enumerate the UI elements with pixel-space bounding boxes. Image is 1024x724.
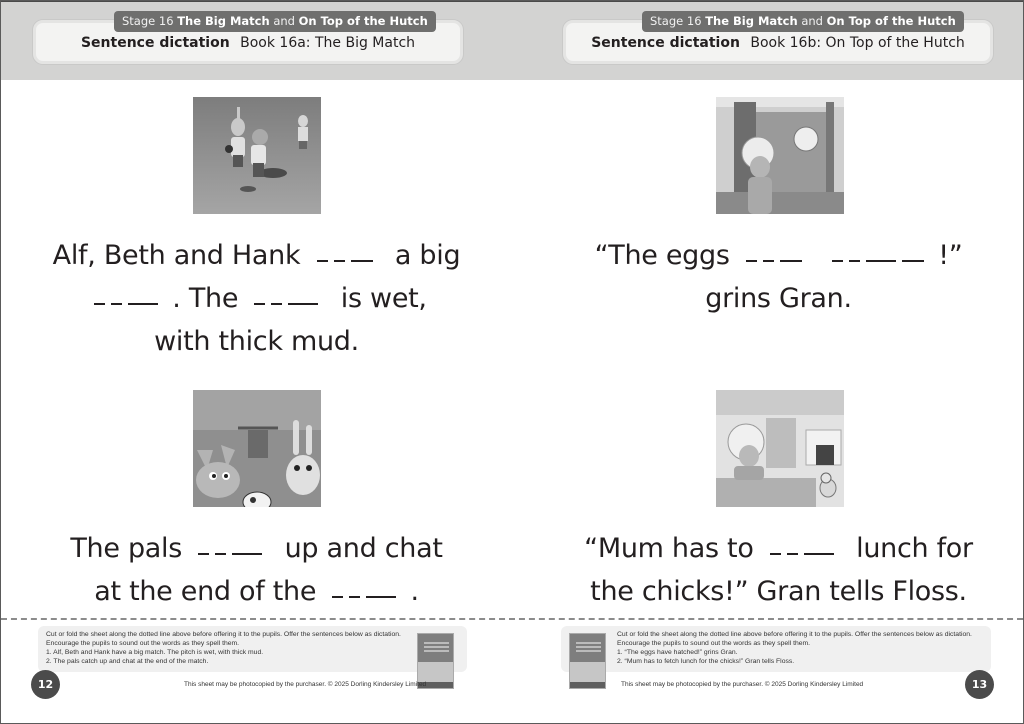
book-a-title: The Big Match [705,14,798,28]
copyright-notice: This sheet may be photocopied by the purchaser. © 2025 Dorling Kindersley Limited [621,681,864,688]
sentence-text: . [410,576,419,607]
book-b-title: On Top of the Hutch [298,14,428,28]
sentence-text: “The eggs [594,240,730,271]
sentence-text: grins Gran. [705,283,852,314]
sentence-text: Alf, Beth and Hank [52,240,301,271]
stage-label: Stage 16 [650,14,702,28]
sentence-text: a big [394,240,461,271]
illustration-pals-chat [193,390,321,507]
letter-blank-catch [198,525,268,527]
sentence-text: !” [938,240,963,271]
sentence-text: the chicks!” Gran tells Floss. [590,576,967,607]
note-line: 2. The pals catch up and chat at the end of the match. [46,658,209,665]
note-line: Encourage the pupils to sound out the words as they spell them. [46,640,240,647]
teacher-notes-text [617,630,972,666]
page-number-badge: 13 [965,670,994,699]
letter-blank-have [746,232,808,234]
page-title [36,35,460,51]
note-line: Cut or fold the sheet along the dotted line above before offering it to the pupils. Offer the sentences below as dictation. [617,631,972,638]
sentence-text: at the end of the [94,576,317,607]
page-right [512,1,1023,723]
note-line: 2. “Mum has to fetch lunch for the chicks!” Gran tells Floss. [617,658,795,665]
page-left [1,1,512,723]
letter-blank-have [317,232,379,234]
letter-blank-match [332,568,402,570]
note-line: Cut or fold the sheet along the dotted line above before offering it to the pupils. Offer the sentences below as dictation. [46,631,401,638]
activity-label: Sentence dictation [80,35,230,51]
dictation-sentence-2 [523,527,1024,613]
teacher-notes-text [46,630,401,666]
copyright-notice: This sheet may be photocopied by the purchaser. © 2025 Dorling Kindersley Limited [184,681,427,688]
note-line: Encourage the pupils to sound out the words as they spell them. [617,640,811,647]
illustration-gran-kitchen [716,390,844,507]
dictation-sentence-1 [523,234,1024,320]
sentence-text: with thick mud. [154,326,359,357]
dictation-sentence-1 [1,234,512,363]
sentence-text: “Mum has to [584,533,754,564]
book-label: Book 16a: The Big Match [240,35,416,51]
teacher-notes [561,626,991,672]
stage-label: Stage 16 [122,14,174,28]
joiner: and [801,14,823,28]
cut-fold-dotted-line [1,618,1023,620]
sentence-text: The pals [70,533,183,564]
stage-tab [642,11,964,32]
letter-blank-match [94,275,164,277]
note-line: 1. “The eggs have hatched!” grins Gran. [617,649,738,656]
activity-label: Sentence dictation [591,35,740,51]
illustration-gran-window [716,97,844,214]
sentence-text: lunch for [856,533,973,564]
page-number-badge: 12 [31,670,60,699]
teacher-notes [38,626,467,672]
book-label: Book 16b: On Top of the Hutch [750,35,965,51]
sentence-text: up and chat [284,533,443,564]
sentence-text: . The [172,283,239,314]
dictation-sentence-2 [1,527,512,613]
page-title [566,35,990,51]
letter-blank-hatched [832,232,930,234]
letter-blank-fetch [770,525,840,527]
letter-blank-pitch [254,275,324,277]
sentence-text: is wet, [340,283,427,314]
note-line: 1. Alf, Beth and Hank have a big match. The pitch is wet, with thick mud. [46,649,264,656]
joiner: and [273,14,295,28]
stage-tab [114,11,436,32]
book-a-title: The Big Match [177,14,270,28]
book-cover-thumbnail [569,633,606,689]
illustration-football-pitch [193,97,321,214]
book-b-title: On Top of the Hutch [826,14,956,28]
